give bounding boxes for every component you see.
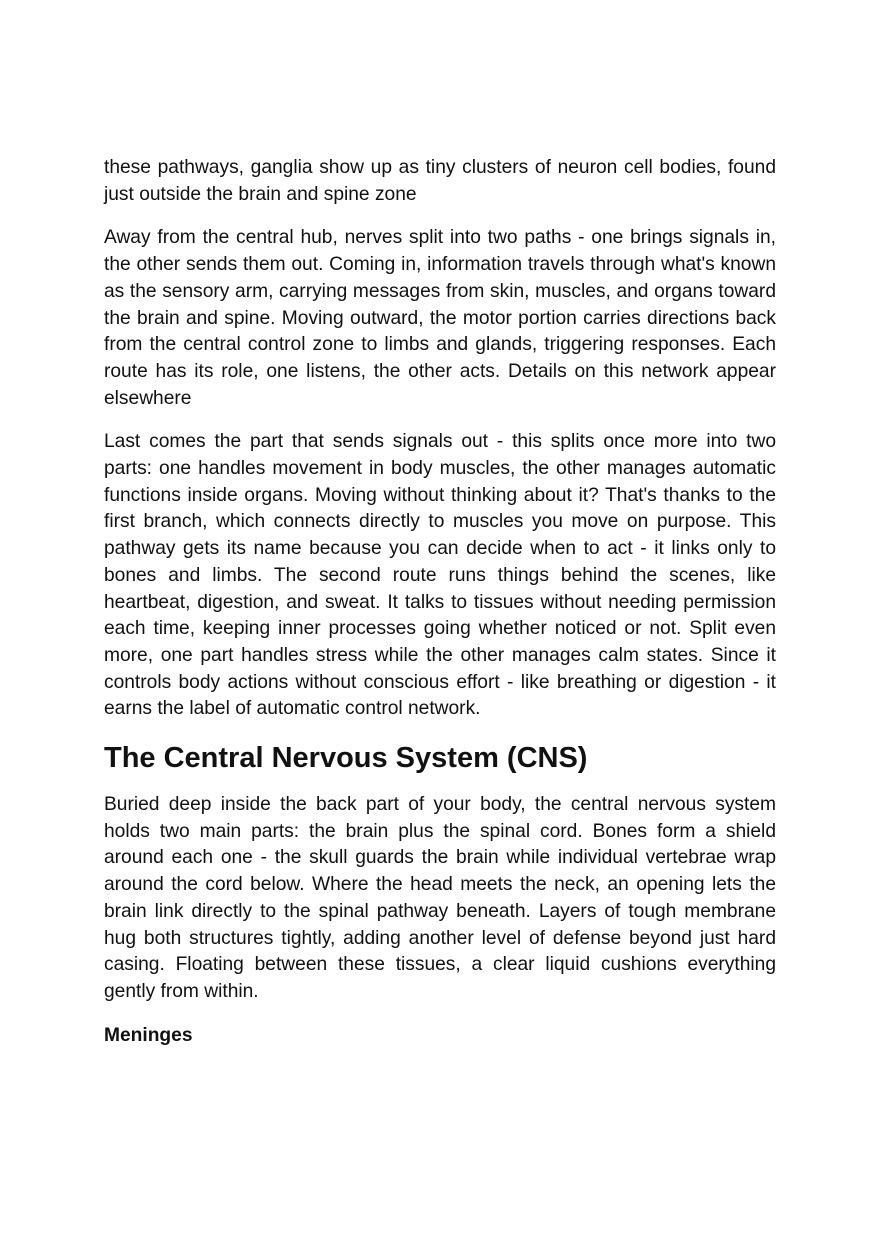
section-heading-cns: The Central Nervous System (CNS) xyxy=(104,742,588,775)
paragraph-sensory-motor: Away from the central hub, nerves split into two paths - one brings signals in, the other sends them out. Coming in, information travels through what's known as the sensory arm, carrying messages from skin, muscles, and organs toward the brain and spine. Moving outward, the motor portion carries directions back from the central control zone to limbs and glands, triggering responses. Each route has its role, one listens, the other acts. Details on this network appear elsewhere xyxy=(104,227,776,409)
subheading-meninges: Meninges xyxy=(104,1024,193,1046)
paragraph-cns: Buried deep inside the back part of your body, the central nervous system holds two main parts: the brain plus the spinal cord. Bones form a shield around each one - the skull guards the brain while individual vertebrae wrap around the cord below. Where the head meets the neck, an opening lets the brain link directly to the spinal pathway beneath. Layers of tough membrane hug both structures tightly, adding another level of defense beyond just hard casing. Floating between these tissues, a clear liquid cushions everything gently from within. xyxy=(104,794,776,1002)
paragraph-ganglia: these pathways, ganglia show up as tiny clusters of neuron cell bodies, found just outside the brain and spine zone xyxy=(104,157,776,205)
paragraph-somatic-autonomic: Last comes the part that sends signals out - this splits once more into two parts: one handles movement in body muscles, the other manages automatic functions inside organs. Moving without thinking about it? That's thanks to the first branch, which connects directly to muscles you move on purpose. This pathway gets its name because you can decide when to act - it links only to bones and limbs. The second route runs things behind the scenes, like heartbeat, digestion, and sweat. It talks to tissues without needing permission each time, keeping inner processes going whether noticed or not. Split even more, one part handles stress while the other manages calm states. Since it controls body actions without conscious effort - like breathing or digestion - it earns the label of automatic control network. xyxy=(104,431,776,720)
document-page xyxy=(104,155,776,1049)
